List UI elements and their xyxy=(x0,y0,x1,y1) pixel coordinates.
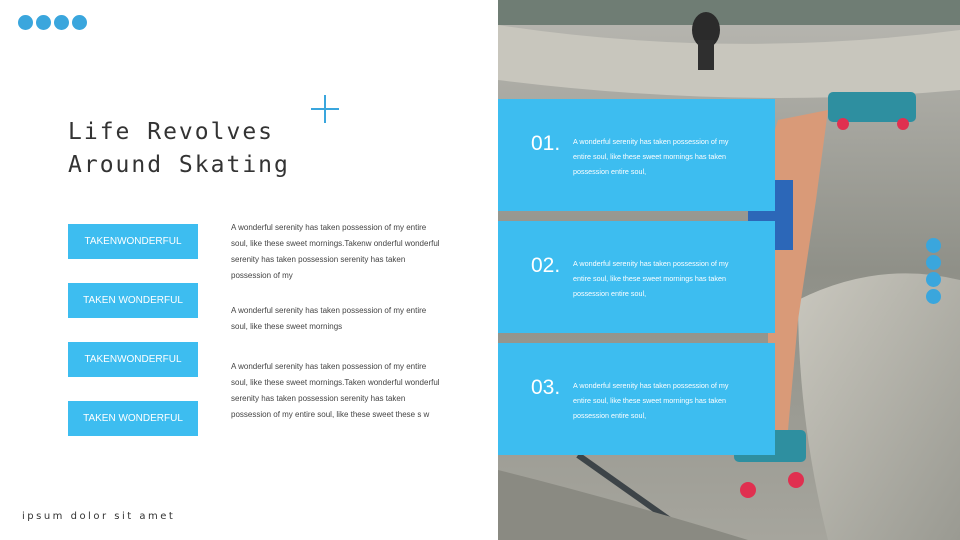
tag-label: TAKEN WONDERFUL xyxy=(68,283,198,318)
dot xyxy=(54,15,69,30)
card-number: 02. xyxy=(531,254,561,277)
info-card xyxy=(498,99,775,211)
tag-label: TAKENWONDERFUL xyxy=(68,342,198,377)
dot xyxy=(926,238,941,253)
dots-decoration-icon xyxy=(926,238,941,304)
body-paragraph: A wonderful serenity has taken possession of my entire soul, like these sweet mornings.Takenw onderful wonderful serenity has taken possession serenity has taken possession of my xyxy=(231,223,440,280)
card-number: 01. xyxy=(531,132,561,155)
dot xyxy=(926,272,941,287)
dot xyxy=(18,15,33,30)
title-line-2: Around Skating xyxy=(68,152,290,178)
dot xyxy=(926,289,941,304)
dot xyxy=(36,15,51,30)
info-card xyxy=(498,343,775,455)
body-paragraph: A wonderful serenity has taken possession of my entire soul, like these sweet mornings.Taken wonderful wonderful serenity has taken possession serenity has taken possession of my entire soul, like these sweet these s w xyxy=(231,362,440,419)
body-paragraph: A wonderful serenity has taken possession of my entire soul, like these sweet mornings xyxy=(231,306,427,331)
tag-label: TAKENWONDERFUL xyxy=(68,224,198,259)
dot xyxy=(72,15,87,30)
slide-title xyxy=(68,116,290,182)
footer-text: ipsum dolor sit amet xyxy=(22,511,176,522)
card-text: A wonderful serenity has taken possession of my entire soul, like these sweet mornings has taken possession entire soul, xyxy=(573,137,729,176)
dots-decoration-icon xyxy=(18,15,87,30)
card-text: A wonderful serenity has taken possession of my entire soul, like these sweet mornings has taken possession entire soul, xyxy=(573,259,729,298)
card-number: 03. xyxy=(531,376,561,399)
title-line-1: Life Revolves xyxy=(68,119,275,145)
plus-icon xyxy=(311,95,339,123)
tag-label: TAKEN WONDERFUL xyxy=(68,401,198,436)
dot xyxy=(926,255,941,270)
card-text: A wonderful serenity has taken possession of my entire soul, like these sweet mornings has taken possession entire soul, xyxy=(573,381,729,420)
info-card xyxy=(498,221,775,333)
